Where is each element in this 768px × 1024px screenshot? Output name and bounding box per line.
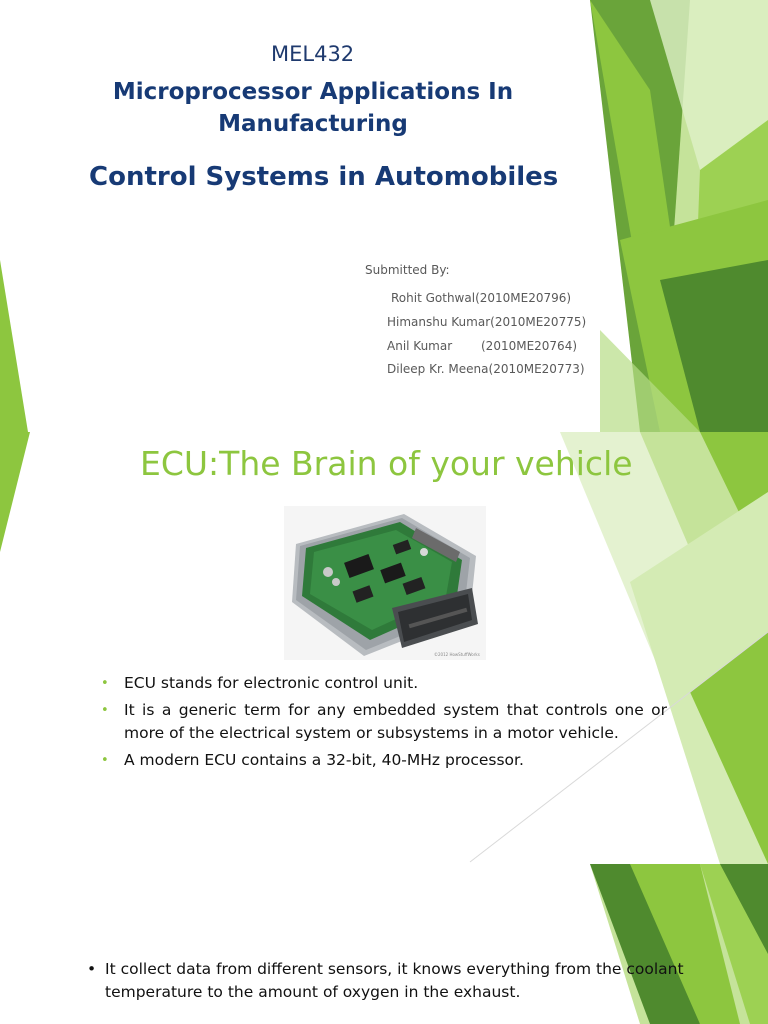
bullet-item [101, 672, 667, 695]
bullet-text: ECU stands for electronic control unit. [124, 674, 419, 692]
member-name: Dileep Kr. Meena [387, 362, 489, 376]
member-name: Anil Kumar [387, 339, 453, 353]
member-name: Himanshu Kumar [387, 315, 491, 329]
bullet-item [101, 699, 667, 745]
ecu-photo [284, 506, 486, 660]
bullet-item [101, 749, 667, 772]
bullet-dot-icon: • [87, 960, 97, 978]
slide-title: ECU:The Brain of your vehicle [140, 444, 633, 483]
ecu-slide [0, 432, 768, 864]
member-id: (2010ME20775) [490, 315, 587, 329]
bullet-text: It is a generic term for any embedded system that controls one or more of the electrical system or subsystems in a motor vehicle. [124, 701, 667, 742]
sensors-slide [0, 864, 768, 1024]
course-title: Microprocessor Applications In Manufacturing [112, 79, 514, 137]
member-id: (2010ME20796) [475, 291, 572, 305]
member-id: (2010ME20764) [481, 339, 578, 353]
topic-title: Control Systems in Automobiles [89, 162, 559, 192]
member-entry [391, 291, 571, 305]
bullet-text: A modern ECU contains a 32-bit, 40-MHz processor. [124, 751, 524, 769]
member-id: (2010ME20773) [488, 362, 585, 376]
bullet-text: It collect data from different sensors, it knows everything from the coolant temperature to the amount of oxygen in the exhaust. [105, 960, 684, 1001]
bullet-dot-icon: • [101, 676, 109, 691]
bullet-dot-icon: • [101, 703, 109, 718]
photo-caption: ©2012 HowStuffWorks [434, 652, 480, 657]
member-entry [387, 315, 586, 329]
member-name: Rohit Gothwal [391, 291, 476, 305]
bullet-dot-icon: • [101, 753, 109, 768]
member-entry [387, 362, 585, 376]
green-chevron-decoration [0, 0, 768, 432]
bullet-list [101, 672, 667, 776]
submitted-by-label: Submitted By: [365, 263, 450, 277]
member-entry [387, 339, 577, 353]
course-code: MEL432 [271, 42, 355, 66]
title-slide [0, 0, 768, 432]
bullet-item [87, 958, 687, 1004]
ecu-board-image [284, 506, 486, 660]
